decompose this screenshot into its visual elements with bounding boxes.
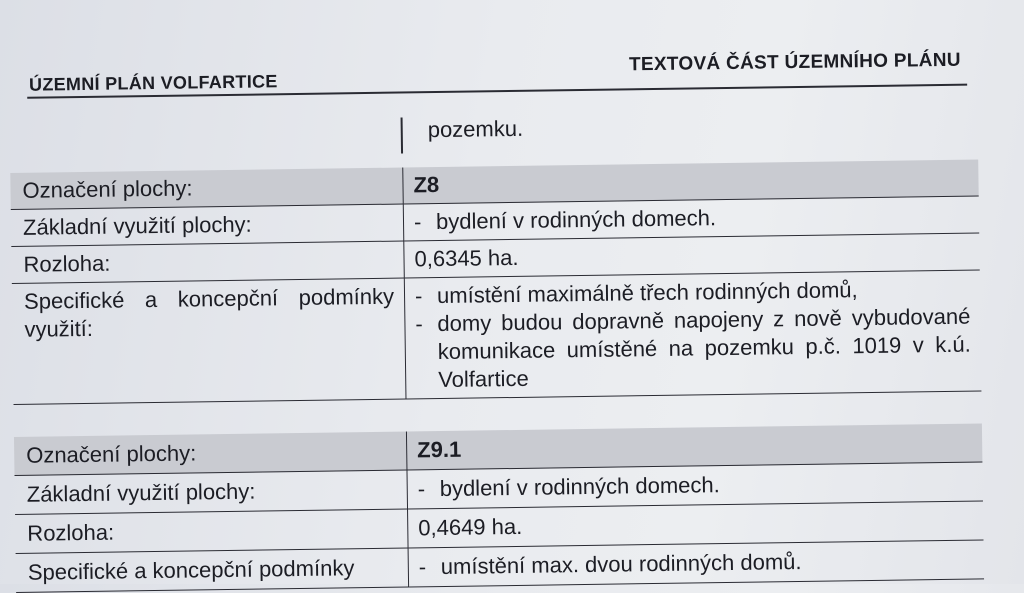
area-code-label: Označení plochy: [10,168,403,210]
main-use-label: Základní využití plochy: [11,204,404,246]
size-value: 0,4649 ha. [408,501,984,548]
area-code-value: Z8 [403,159,979,204]
area-code-value: Z9.1 [406,423,982,470]
size-label: Rozloha: [11,241,404,283]
table-row [12,270,982,405]
column-divider [401,118,404,154]
area-table-z8 [10,159,981,404]
dash-marker: - [418,554,427,580]
size-label: Rozloha: [15,509,408,553]
conditions-value [408,540,984,587]
main-use-text: bydlení v rodinných domech. [435,205,717,235]
list-item [415,303,971,395]
area-table-z9-1 [14,423,984,593]
dash-marker: - [415,311,423,337]
area-code-label: Označení plochy: [14,431,407,475]
condition-text: umístění max. dvou rodinných domů. [440,548,802,580]
main-use-label: Základní využití plochy: [15,470,408,514]
dash-marker: - [414,283,423,309]
conditions-value [404,270,981,399]
size-value: 0,6345 ha. [404,233,980,278]
dash-marker: - [417,476,426,502]
dash-marker: - [413,209,422,235]
conditions-label: Specifické a koncepční podmínky [16,548,409,592]
main-use-text: bydlení v rodinných domech. [439,472,720,502]
list-item [419,546,974,582]
section-title: TEXTOVÁ ČÁST ÚZEMNÍHO PLÁNU [628,49,961,76]
condition-text: domy budou dopravně napojeny z nově vybudované komunikace umístěné na pozemku p.č. 1019 v k.ú. Volfartice [437,303,971,393]
plan-title: ÚZEMNÍ PLÁN VOLFARTICE [28,71,278,95]
condition-text: umístění maximálně třech rodinných domů, [436,277,858,309]
continued-text: pozemku. [427,115,524,143]
conditions-label: Specifické a koncepční podmínky využití: [12,278,406,404]
